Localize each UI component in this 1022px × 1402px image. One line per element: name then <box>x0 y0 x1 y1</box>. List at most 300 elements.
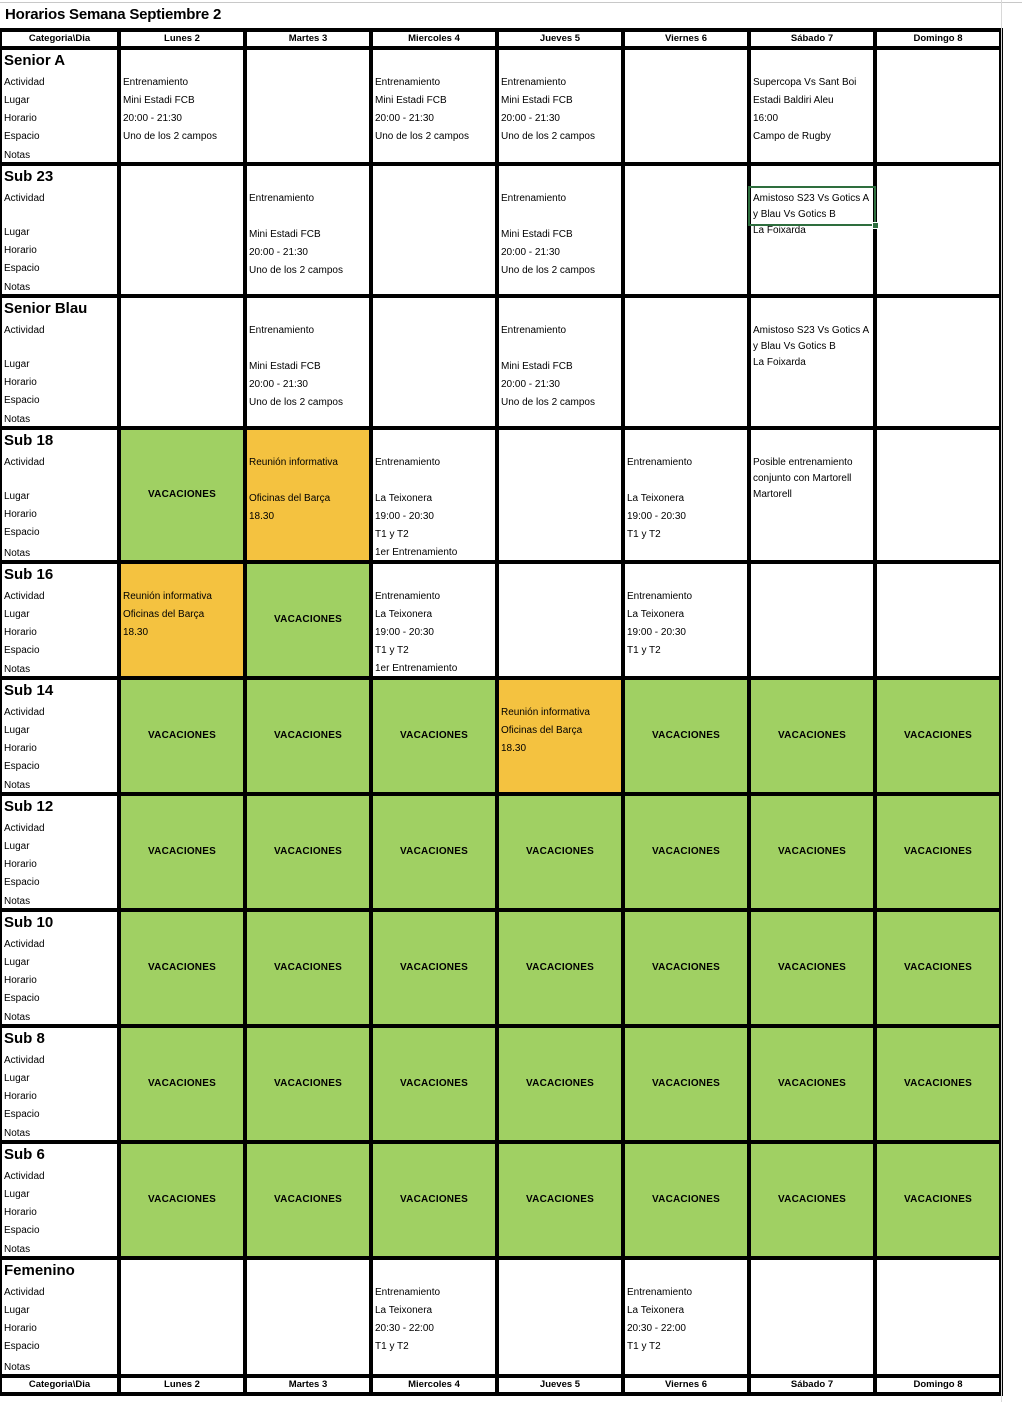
row-label-horario: Horario <box>4 1091 37 1102</box>
row-label-actividad: Actividad <box>4 1171 45 1182</box>
row-label-lugar: Lugar <box>4 725 30 736</box>
vacaciones-label: VACACIONES <box>274 1194 342 1205</box>
cell-sub-23-lunes-2[interactable] <box>121 166 243 294</box>
row-label-espacio: Espacio <box>4 645 40 656</box>
cell-sub-16-viernes-6[interactable] <box>625 564 747 676</box>
cell-line: conjunto con Martorell <box>753 473 852 484</box>
cell-sub-16-domingo-8[interactable] <box>877 564 999 676</box>
cell-senior-blau-miercoles-4[interactable] <box>373 298 495 426</box>
category-title: Sub 10 <box>4 914 54 931</box>
cell-line: T1 y T2 <box>627 529 661 540</box>
cell-line: 19:00 - 20:30 <box>627 511 686 522</box>
grid-hline <box>0 28 1001 32</box>
cell-line: 20:00 - 21:30 <box>501 113 560 124</box>
cell-line: Oficinas del Barça <box>123 609 205 620</box>
row-label-notas: Notas <box>4 1244 31 1255</box>
row-label-horario: Horario <box>4 627 37 638</box>
category-sub-14[interactable] <box>2 680 117 792</box>
cell-line: La Teixonera <box>627 493 685 504</box>
row-label-espacio: Espacio <box>4 993 40 1004</box>
header-top-s-bado-7: Sábado 7 <box>790 33 834 44</box>
vacaciones-label: VACACIONES <box>526 1078 594 1089</box>
cell-line: Mini Estadi FCB <box>249 361 321 372</box>
vacaciones-label: VACACIONES <box>400 730 468 741</box>
cell-line: T1 y T2 <box>375 529 409 540</box>
row-label-horario: Horario <box>4 509 37 520</box>
row-label-espacio: Espacio <box>4 1225 40 1236</box>
category-femenino[interactable] <box>2 1260 117 1374</box>
cell-line: Amistoso S23 Vs Gotics A <box>753 193 870 204</box>
cell-sub-23-jueves-5[interactable] <box>499 166 621 294</box>
cell-femenino-jueves-5[interactable] <box>499 1260 621 1374</box>
cell-sub-6-domingo-8[interactable] <box>877 1144 999 1256</box>
cell-senior-a-viernes-6[interactable] <box>625 50 747 162</box>
cell-senior-blau-s-bado-7[interactable] <box>751 298 873 426</box>
cell-line: Mini Estadi FCB <box>501 95 573 106</box>
row-label-lugar: Lugar <box>4 95 30 106</box>
cell-sub-18-domingo-8[interactable] <box>877 430 999 560</box>
grid-vline <box>621 28 625 1396</box>
cell-line: Reunión informativa <box>501 707 590 718</box>
category-sub-16[interactable] <box>2 564 117 676</box>
category-senior-a[interactable] <box>2 50 117 162</box>
header-bottom-s-bado-7: Sábado 7 <box>790 1379 834 1390</box>
vacaciones-label: VACACIONES <box>148 1194 216 1205</box>
cell-line: 20:00 - 21:30 <box>375 113 434 124</box>
category-title: Sub 23 <box>4 168 54 185</box>
row-label-espacio: Espacio <box>4 761 40 772</box>
vacaciones-label: VACACIONES <box>778 846 846 857</box>
row-label-actividad: Actividad <box>4 1287 45 1298</box>
cell-sub-10-jueves-5[interactable] <box>499 912 621 1024</box>
row-label-horario: Horario <box>4 859 37 870</box>
row-label-lugar: Lugar <box>4 227 30 238</box>
cell-line: Entrenamiento <box>501 77 567 88</box>
cell-sub-14-miercoles-4[interactable] <box>373 680 495 792</box>
vacaciones-label: VACACIONES <box>652 1194 720 1205</box>
row-label-horario: Horario <box>4 245 37 256</box>
vacaciones-label: VACACIONES <box>652 730 720 741</box>
category-title: Femenino <box>4 1262 75 1279</box>
cell-line: Entrenamiento <box>501 325 567 336</box>
cell-sub-6-miercoles-4[interactable] <box>373 1144 495 1256</box>
category-title: Sub 12 <box>4 798 54 815</box>
sheet-edge <box>1001 0 1002 1402</box>
row-label-actividad: Actividad <box>4 823 45 834</box>
cell-line: T1 y T2 <box>627 1341 661 1352</box>
vacaciones-label: VACACIONES <box>904 962 972 973</box>
header-bottom-viernes-6: Viernes 6 <box>664 1379 708 1390</box>
row-label-lugar: Lugar <box>4 609 30 620</box>
row-label-espacio: Espacio <box>4 1109 40 1120</box>
cell-line: Reunión informativa <box>123 591 212 602</box>
vacaciones-label: VACACIONES <box>148 489 216 500</box>
cell-line: Entrenamiento <box>375 591 441 602</box>
cell-femenino-martes-3[interactable] <box>247 1260 369 1374</box>
header-top-viernes-6: Viernes 6 <box>664 33 708 44</box>
grid-vline <box>495 28 499 1396</box>
category-title: Sub 14 <box>4 682 54 699</box>
cell-sub-6-lunes-2[interactable] <box>121 1144 243 1256</box>
cell-femenino-domingo-8[interactable] <box>877 1260 999 1374</box>
cell-sub-16-lunes-2[interactable] <box>121 564 243 676</box>
cell-line: 20:00 - 21:30 <box>123 113 182 124</box>
cell-line: Entrenamiento <box>123 77 189 88</box>
page-title: Horarios Semana Septiembre 2 <box>5 6 222 23</box>
grid-hline <box>0 162 1001 166</box>
row-label-lugar: Lugar <box>4 1305 30 1316</box>
vacaciones-label: VACACIONES <box>274 614 342 625</box>
vacaciones-label: VACACIONES <box>400 1078 468 1089</box>
cell-line: 19:00 - 20:30 <box>375 627 434 638</box>
vacaciones-label: VACACIONES <box>526 846 594 857</box>
cell-line: La Teixonera <box>627 609 685 620</box>
category-title: Sub 6 <box>4 1146 45 1163</box>
cell-line: 20:30 - 22:00 <box>375 1323 434 1334</box>
grid-vline <box>369 28 373 1396</box>
cell-line: Oficinas del Barça <box>501 725 583 736</box>
header-bottom-martes-3: Martes 3 <box>288 1379 328 1390</box>
cell-line: Martorell <box>753 489 792 500</box>
cell-line: 20:00 - 21:30 <box>501 247 560 258</box>
cell-line: 19:00 - 20:30 <box>627 627 686 638</box>
grid-hline <box>0 294 1001 298</box>
row-label-notas: Notas <box>4 548 31 559</box>
cell-femenino-miercoles-4[interactable] <box>373 1260 495 1374</box>
row-label-actividad: Actividad <box>4 591 45 602</box>
category-title: Sub 18 <box>4 432 54 449</box>
cell-sub-14-lunes-2[interactable] <box>121 680 243 792</box>
cell-line: La Teixonera <box>375 609 433 620</box>
cell-sub-16-jueves-5[interactable] <box>499 564 621 676</box>
category-senior-blau[interactable] <box>2 298 117 426</box>
vacaciones-label: VACACIONES <box>148 962 216 973</box>
cell-sub-8-domingo-8[interactable] <box>877 1028 999 1140</box>
cell-line: T1 y T2 <box>375 645 409 656</box>
cell-line: 18.30 <box>249 511 275 522</box>
cell-sub-14-jueves-5[interactable] <box>499 680 621 792</box>
cell-line: Entrenamiento <box>375 1287 441 1298</box>
category-title: Senior A <box>4 52 66 69</box>
cell-femenino-viernes-6[interactable] <box>625 1260 747 1374</box>
cell-line: Uno de los 2 campos <box>123 131 217 142</box>
cell-senior-a-jueves-5[interactable] <box>499 50 621 162</box>
cell-line: Entrenamiento <box>249 193 315 204</box>
vacaciones-label: VACACIONES <box>778 730 846 741</box>
row-label-notas: Notas <box>4 1362 31 1373</box>
cell-sub-12-domingo-8[interactable] <box>877 796 999 908</box>
grid-hline <box>0 676 1001 680</box>
grid-vline <box>873 28 877 1396</box>
cell-line: 20:00 - 21:30 <box>249 379 308 390</box>
cell-femenino-lunes-2[interactable] <box>121 1260 243 1374</box>
category-sub-18[interactable] <box>2 430 117 560</box>
cell-sub-12-jueves-5[interactable] <box>499 796 621 908</box>
row-label-horario: Horario <box>4 377 37 388</box>
category-sub-6[interactable] <box>2 1144 117 1256</box>
grid-vline <box>117 28 121 1396</box>
cell-line: Entrenamiento <box>375 77 441 88</box>
cell-sub-8-martes-3[interactable] <box>247 1028 369 1140</box>
cell-sub-8-lunes-2[interactable] <box>121 1028 243 1140</box>
cell-line: Uno de los 2 campos <box>249 397 343 408</box>
grid-hline <box>0 908 1001 912</box>
vacaciones-label: VACACIONES <box>526 962 594 973</box>
cell-sub-12-lunes-2[interactable] <box>121 796 243 908</box>
grid-hline <box>0 1140 1001 1144</box>
header-top-domingo-8: Domingo 8 <box>913 33 963 44</box>
cell-line: Entrenamiento <box>501 193 567 204</box>
cell-line: Entrenamiento <box>375 457 441 468</box>
grid-hline <box>0 46 1001 50</box>
cell-sub-23-miercoles-4[interactable] <box>373 166 495 294</box>
grid-vline <box>243 28 247 1396</box>
cell-line: La Foixarda <box>753 225 806 236</box>
row-label-notas: Notas <box>4 282 31 293</box>
cell-senior-blau-viernes-6[interactable] <box>625 298 747 426</box>
cell-sub-12-martes-3[interactable] <box>247 796 369 908</box>
vacaciones-label: VACACIONES <box>400 1194 468 1205</box>
row-label-lugar: Lugar <box>4 841 30 852</box>
category-title: Sub 8 <box>4 1030 45 1047</box>
cell-line: Campo de Rugby <box>753 131 831 142</box>
cell-sub-8-viernes-6[interactable] <box>625 1028 747 1140</box>
cell-sub-12-miercoles-4[interactable] <box>373 796 495 908</box>
grid-vline <box>0 28 2 1396</box>
row-label-actividad: Actividad <box>4 939 45 950</box>
cell-senior-a-lunes-2[interactable] <box>121 50 243 162</box>
cell-line: Estadi Baldiri Aleu <box>753 95 834 106</box>
row-label-horario: Horario <box>4 113 37 124</box>
cell-sub-10-s-bado-7[interactable] <box>751 912 873 1024</box>
vacaciones-label: VACACIONES <box>274 962 342 973</box>
row-label-notas: Notas <box>4 414 31 425</box>
cell-line: 19:00 - 20:30 <box>375 511 434 522</box>
row-label-lugar: Lugar <box>4 957 30 968</box>
cell-sub-14-viernes-6[interactable] <box>625 680 747 792</box>
row-label-horario: Horario <box>4 1207 37 1218</box>
cell-sub-18-lunes-2[interactable] <box>121 430 243 560</box>
vacaciones-label: VACACIONES <box>652 1078 720 1089</box>
cell-senior-a-domingo-8[interactable] <box>877 50 999 162</box>
cell-femenino-s-bado-7[interactable] <box>751 1260 873 1374</box>
category-title: Senior Blau <box>4 300 88 317</box>
cell-senior-blau-lunes-2[interactable] <box>121 298 243 426</box>
cell-line: Uno de los 2 campos <box>501 131 595 142</box>
row-label-lugar: Lugar <box>4 1073 30 1084</box>
row-label-espacio: Espacio <box>4 527 40 538</box>
row-label-espacio: Espacio <box>4 263 40 274</box>
vacaciones-label: VACACIONES <box>904 1078 972 1089</box>
cell-line: Uno de los 2 campos <box>375 131 469 142</box>
header-top-miercoles-4: Miercoles 4 <box>408 33 460 44</box>
vacaciones-label: VACACIONES <box>274 730 342 741</box>
header-top-categoria-dia: Categoria\Dia <box>28 33 91 44</box>
row-label-espacio: Espacio <box>4 877 40 888</box>
cell-sub-23-viernes-6[interactable] <box>625 166 747 294</box>
cell-senior-blau-jueves-5[interactable] <box>499 298 621 426</box>
header-bottom-lunes-2: Lunes 2 <box>164 1379 200 1390</box>
cell-line: T1 y T2 <box>375 1341 409 1352</box>
cell-line: Entrenamiento <box>627 457 693 468</box>
cell-line: Entrenamiento <box>627 591 693 602</box>
cell-sub-10-domingo-8[interactable] <box>877 912 999 1024</box>
selection-fill-handle[interactable] <box>872 222 879 229</box>
grid-hline <box>0 1392 1001 1396</box>
cell-sub-18-s-bado-7[interactable] <box>751 430 873 560</box>
grid-hline <box>0 426 1001 430</box>
cell-line: Uno de los 2 campos <box>501 265 595 276</box>
cell-sub-8-s-bado-7[interactable] <box>751 1028 873 1140</box>
row-label-lugar: Lugar <box>4 491 30 502</box>
cell-senior-blau-domingo-8[interactable] <box>877 298 999 426</box>
vacaciones-label: VACACIONES <box>274 1078 342 1089</box>
cell-line: 18.30 <box>501 743 527 754</box>
row-label-espacio: Espacio <box>4 1341 40 1352</box>
row-label-actividad: Actividad <box>4 193 45 204</box>
cell-line: Mini Estadi FCB <box>375 95 447 106</box>
cell-senior-a-martes-3[interactable] <box>247 50 369 162</box>
cell-line: Uno de los 2 campos <box>249 265 343 276</box>
cell-sub-14-martes-3[interactable] <box>247 680 369 792</box>
vacaciones-label: VACACIONES <box>274 846 342 857</box>
vacaciones-label: VACACIONES <box>652 846 720 857</box>
cell-line: Entrenamiento <box>627 1287 693 1298</box>
vacaciones-label: VACACIONES <box>778 1194 846 1205</box>
vacaciones-label: VACACIONES <box>778 962 846 973</box>
header-top-martes-3: Martes 3 <box>288 33 328 44</box>
header-top-jueves-5: Jueves 5 <box>539 33 581 44</box>
cell-senior-blau-martes-3[interactable] <box>247 298 369 426</box>
vacaciones-label: VACACIONES <box>148 730 216 741</box>
cell-line: Entrenamiento <box>249 325 315 336</box>
cell-sub-6-jueves-5[interactable] <box>499 1144 621 1256</box>
cell-line: Mini Estadi FCB <box>123 95 195 106</box>
row-label-actividad: Actividad <box>4 1055 45 1066</box>
cell-line: Supercopa Vs Sant Boi <box>753 77 857 88</box>
row-label-horario: Horario <box>4 975 37 986</box>
vacaciones-label: VACACIONES <box>652 962 720 973</box>
row-label-notas: Notas <box>4 896 31 907</box>
grid-hline <box>0 792 1001 796</box>
vacaciones-label: VACACIONES <box>778 1078 846 1089</box>
category-sub-8[interactable] <box>2 1028 117 1140</box>
selected-cell-outline <box>748 186 876 226</box>
header-bottom-miercoles-4: Miercoles 4 <box>408 1379 460 1390</box>
cell-line: 16:00 <box>753 113 779 124</box>
cell-sub-18-miercoles-4[interactable] <box>373 430 495 560</box>
grid-hline <box>0 1256 1001 1260</box>
grid-hline <box>0 1024 1001 1028</box>
cell-sub-18-viernes-6[interactable] <box>625 430 747 560</box>
cell-sub-8-miercoles-4[interactable] <box>373 1028 495 1140</box>
header-bottom-domingo-8: Domingo 8 <box>913 1379 963 1390</box>
category-title: Sub 16 <box>4 566 54 583</box>
cell-sub-12-s-bado-7[interactable] <box>751 796 873 908</box>
cell-line: Reunión informativa <box>249 457 338 468</box>
row-label-lugar: Lugar <box>4 1189 30 1200</box>
cell-sub-16-miercoles-4[interactable] <box>373 564 495 676</box>
row-label-espacio: Espacio <box>4 395 40 406</box>
vacaciones-label: VACACIONES <box>904 730 972 741</box>
cell-sub-16-martes-3[interactable] <box>247 564 369 676</box>
row-label-horario: Horario <box>4 743 37 754</box>
cell-line: 1er Entrenamiento <box>375 663 458 674</box>
cell-sub-14-s-bado-7[interactable] <box>751 680 873 792</box>
cell-senior-a-s-bado-7[interactable] <box>751 50 873 162</box>
cell-line: 1er Entrenamiento <box>375 547 458 558</box>
grid-hline <box>0 1374 1001 1378</box>
vacaciones-label: VACACIONES <box>904 846 972 857</box>
cell-sub-10-lunes-2[interactable] <box>121 912 243 1024</box>
row-label-notas: Notas <box>4 1128 31 1139</box>
header-top-lunes-2: Lunes 2 <box>164 33 200 44</box>
cell-line: 20:00 - 21:30 <box>249 247 308 258</box>
cell-line: Amistoso S23 Vs Gotics A <box>753 325 870 336</box>
cell-sub-10-miercoles-4[interactable] <box>373 912 495 1024</box>
vacaciones-label: VACACIONES <box>148 1078 216 1089</box>
cell-sub-18-martes-3[interactable] <box>247 430 369 560</box>
vacaciones-label: VACACIONES <box>904 1194 972 1205</box>
vacaciones-label: VACACIONES <box>148 846 216 857</box>
cell-senior-a-miercoles-4[interactable] <box>373 50 495 162</box>
top-divider <box>0 2 1022 3</box>
cell-line: Mini Estadi FCB <box>249 229 321 240</box>
row-label-actividad: Actividad <box>4 457 45 468</box>
cell-sub-23-domingo-8[interactable] <box>877 166 999 294</box>
vacaciones-label: VACACIONES <box>400 846 468 857</box>
cell-sub-10-martes-3[interactable] <box>247 912 369 1024</box>
row-label-actividad: Actividad <box>4 325 45 336</box>
row-label-actividad: Actividad <box>4 707 45 718</box>
row-label-actividad: Actividad <box>4 77 45 88</box>
cell-line: 18.30 <box>123 627 149 638</box>
cell-sub-10-viernes-6[interactable] <box>625 912 747 1024</box>
cell-sub-6-martes-3[interactable] <box>247 1144 369 1256</box>
row-label-espacio: Espacio <box>4 131 40 142</box>
row-label-lugar: Lugar <box>4 359 30 370</box>
category-sub-12[interactable] <box>2 796 117 908</box>
cell-line: La Teixonera <box>375 493 433 504</box>
cell-sub-14-domingo-8[interactable] <box>877 680 999 792</box>
cell-sub-18-jueves-5[interactable] <box>499 430 621 560</box>
vacaciones-label: VACACIONES <box>400 962 468 973</box>
cell-line: 20:00 - 21:30 <box>501 379 560 390</box>
category-sub-23[interactable] <box>2 166 117 294</box>
cell-sub-6-s-bado-7[interactable] <box>751 1144 873 1256</box>
cell-sub-16-s-bado-7[interactable] <box>751 564 873 676</box>
cell-line: y Blau Vs Gotics B <box>753 341 836 352</box>
vacaciones-label: VACACIONES <box>526 1194 594 1205</box>
cell-line: y Blau Vs Gotics B <box>753 209 836 220</box>
cell-line: Mini Estadi FCB <box>501 229 573 240</box>
row-label-notas: Notas <box>4 664 31 675</box>
row-label-notas: Notas <box>4 150 31 161</box>
cell-line: T1 y T2 <box>627 645 661 656</box>
cell-line: Oficinas del Barça <box>249 493 331 504</box>
cell-line: La Teixonera <box>627 1305 685 1316</box>
grid-vline <box>747 28 751 1396</box>
cell-line: Posible entrenamiento <box>753 457 853 468</box>
row-label-notas: Notas <box>4 780 31 791</box>
cell-line: La Teixonera <box>375 1305 433 1316</box>
category-sub-10[interactable] <box>2 912 117 1024</box>
cell-sub-12-viernes-6[interactable] <box>625 796 747 908</box>
cell-sub-6-viernes-6[interactable] <box>625 1144 747 1256</box>
cell-sub-23-martes-3[interactable] <box>247 166 369 294</box>
cell-sub-8-jueves-5[interactable] <box>499 1028 621 1140</box>
cell-line: Mini Estadi FCB <box>501 361 573 372</box>
